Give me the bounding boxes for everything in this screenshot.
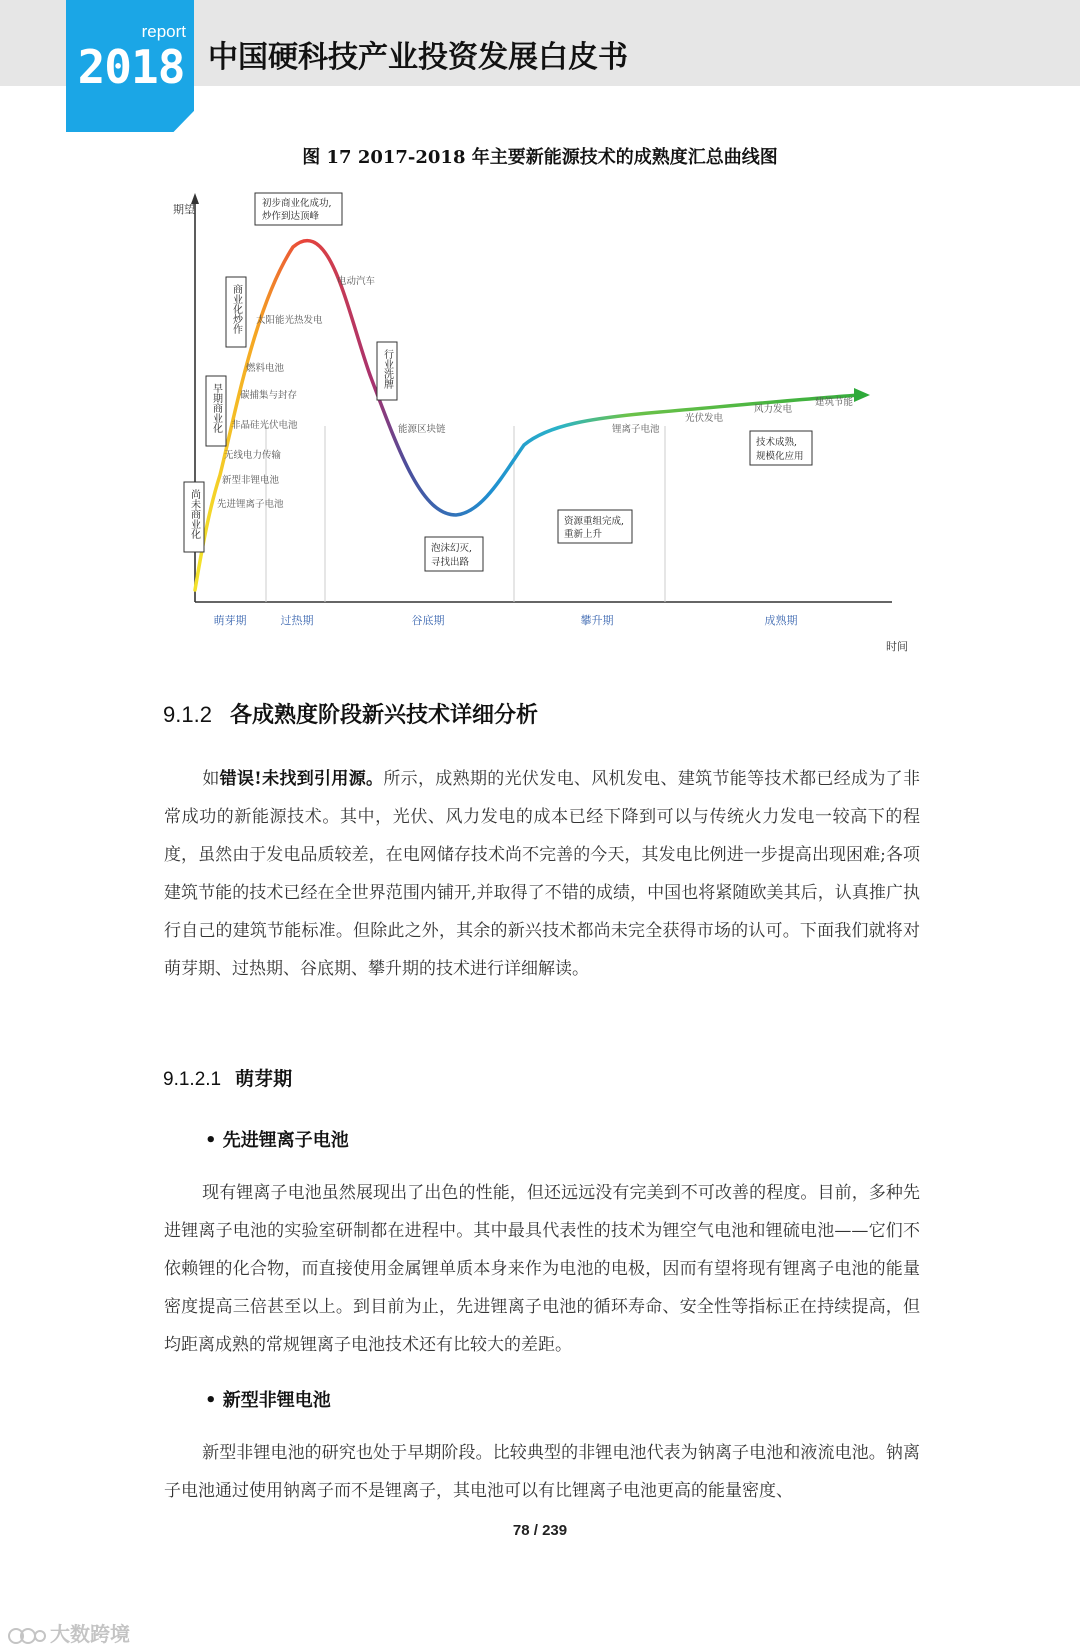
tech-label-wind: 风力发电 bbox=[754, 404, 793, 415]
tech-label-blockchain: 能源区块链 bbox=[398, 424, 446, 435]
annotation-peak-line2: 炒作到达顶峰 bbox=[262, 211, 320, 222]
phase-label-climb: 攀升期 bbox=[580, 614, 614, 627]
section-number: 9.1.2 bbox=[163, 702, 212, 727]
tech-label-adv-lithium: 先进锂离子电池 bbox=[217, 499, 284, 510]
annotation-pre: 尚未商业化 bbox=[188, 489, 200, 539]
paragraph-non-lithium-text: 新型非锂电池的研究也处于早期阶段。比较典型的非锂电池代表为钠离子电池和液流电池。钠离子电池通过使用钠离子而不是锂离子，其电池可以有比锂离子电池更高的能量密度、 bbox=[164, 1443, 920, 1501]
watermark-text: 大数跨境 bbox=[50, 1622, 130, 1646]
x-axis-label: 时间 bbox=[886, 640, 908, 653]
hype-curve-arrowhead bbox=[854, 388, 870, 402]
y-axis-label: 期望 bbox=[173, 203, 195, 216]
phase-label-hype: 过热期 bbox=[280, 614, 314, 627]
tech-label-ccs: 碳捕集与封存 bbox=[240, 390, 298, 401]
paragraph-advanced-lithium-text: 现有锂离子电池虽然展现出了出色的性能，但还远远没有完美到不可改善的程度。目前，多种先进锂离子电池的实验室研制都在进程中。其中最具代表性的技术为锂空气电池和锂硫电池——它们不依赖锂的化合物，而直接使用金属锂单质本身来作为电池的电极，因而有望将现有锂离子电池的能量密度提高三倍甚至以上。到目前为止，先进锂离子电池的循环寿命、安全性等指标正在持续提高，但均距离成熟的常规锂离子电池技术还有比较大的差距。 bbox=[164, 1183, 920, 1355]
annotation-peak-line1: 初步商业化成功, bbox=[262, 198, 332, 209]
hype-cycle-chart bbox=[160, 190, 960, 660]
tech-label-ev: 电动汽车 bbox=[337, 276, 376, 287]
tech-label-lithium-ion: 锂离子电池 bbox=[612, 424, 660, 435]
logo-report-text: report bbox=[141, 22, 186, 41]
tech-label-fuel-cell: 燃料电池 bbox=[246, 363, 285, 374]
annotation-early: 早期商业化 bbox=[210, 383, 222, 433]
subsection-number: 9.1.2.1 bbox=[163, 1069, 222, 1090]
tech-label-building: 建筑节能 bbox=[815, 397, 854, 408]
tech-label-pv: 光伏发电 bbox=[685, 413, 724, 424]
watermark-logo-icon bbox=[6, 1625, 46, 1647]
section-paragraph bbox=[164, 760, 920, 988]
bullet-heading-non-lithium: • 新型非锂电池 bbox=[205, 1390, 331, 1411]
annotation-shakeout: 行业洗牌 bbox=[381, 349, 393, 389]
phase-label-sprout: 萌芽期 bbox=[213, 614, 247, 627]
book-title: 中国硬科技产业投资发展白皮书 bbox=[208, 40, 628, 75]
logo-year-text: 2018 bbox=[77, 40, 185, 94]
hype-curve bbox=[195, 241, 860, 590]
annotation-trough-line1: 泡沫幻灭, bbox=[431, 543, 473, 554]
page-number: 78 / 239 bbox=[512, 1522, 568, 1539]
bullet-heading-advanced-lithium: • 先进锂离子电池 bbox=[205, 1130, 349, 1151]
phase-label-trough: 谷底期 bbox=[411, 614, 445, 627]
figure-caption: 图 17 2017-2018 年主要新能源技术的成熟度汇总曲线图 bbox=[302, 147, 778, 168]
paragraph-lead: 如 bbox=[202, 769, 220, 789]
paragraph-body: 所示，成熟期的光伏发电、风机发电、建筑节能等技术都已经成为了非常成功的新能源技术。其中，光伏、风力发电的成本已经下降到可以与传统火力发电一较高下的程度，虽然由于发电品质较差，在电网储存技术尚不完善的今天，其发电比例进一步提高出现困难;各项建筑节能的技术已经在全世界范围内铺开,并取得了不错的成绩，中国也将紧随欧美其后，认真推广执行自己的建筑节能标准。但除此之外，其余的新兴技术都尚未完全获得市场的认可。下面我们就将对萌芽期、过热期、谷底期、攀升期的技术进行详细解读。 bbox=[164, 769, 921, 979]
paragraph-non-lithium bbox=[164, 1434, 920, 1510]
reference-error-text: 错误!未找到引用源。 bbox=[219, 769, 384, 789]
subsection-heading bbox=[163, 1064, 292, 1091]
annotation-trough-line2: 寻找出路 bbox=[431, 557, 470, 568]
tech-label-wireless: 无线电力传输 bbox=[224, 450, 282, 461]
watermark bbox=[6, 1618, 130, 1647]
tech-label-thin-film: 非晶硅光伏电池 bbox=[231, 420, 298, 431]
section-title: 各成熟度阶段新兴技术详细分析 bbox=[229, 703, 538, 728]
section-heading bbox=[163, 698, 538, 729]
paragraph-advanced-lithium bbox=[164, 1174, 920, 1364]
annotation-mature-line2: 规模化应用 bbox=[756, 451, 804, 462]
tech-label-non-lithium: 新型非锂电池 bbox=[222, 475, 280, 486]
tech-label-solar-thermal: 太阳能光热发电 bbox=[256, 315, 323, 326]
annotation-climb-line2: 重新上升 bbox=[564, 529, 603, 540]
annotation-climb-line1: 资源重组完成, bbox=[564, 516, 625, 527]
annotation-mature-line1: 技术成熟, bbox=[756, 437, 798, 448]
annotation-hype: 商业化炒作 bbox=[230, 284, 242, 334]
subsection-title: 萌芽期 bbox=[235, 1068, 293, 1090]
phase-label-mature: 成熟期 bbox=[764, 614, 798, 627]
